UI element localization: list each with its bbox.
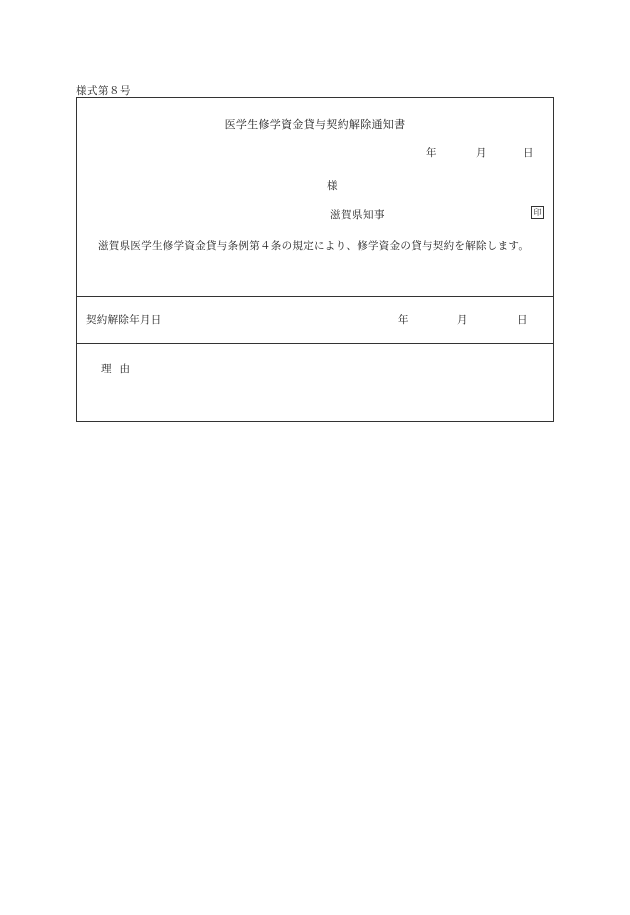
cancellation-year: 年: [398, 314, 409, 326]
document-title: 医学生修学資金貸与契約解除通知書: [224, 118, 406, 131]
cancellation-date-label: 契約解除年月日: [86, 314, 162, 326]
notice-date-day: 日: [523, 147, 534, 159]
reason-label: 理由: [101, 363, 138, 375]
notice-date-month: 月: [476, 147, 487, 159]
cancellation-date-row: [77, 296, 553, 344]
cancellation-day: 日: [517, 314, 528, 326]
notice-form: [76, 97, 554, 422]
notice-section: [77, 98, 553, 297]
cancellation-month: 月: [457, 314, 468, 326]
issuer-name: 滋賀県知事: [330, 209, 385, 221]
seal-mark: 印: [531, 206, 544, 219]
notice-date-year: 年: [426, 147, 437, 159]
form-number: 様式第８号: [76, 85, 131, 97]
recipient-honorific: 様: [327, 180, 338, 192]
reason-row: [77, 344, 553, 422]
notice-body-text: 滋賀県医学生修学資金貸与条例第４条の規定により、修学資金の貸与契約を解除します。: [98, 240, 530, 252]
